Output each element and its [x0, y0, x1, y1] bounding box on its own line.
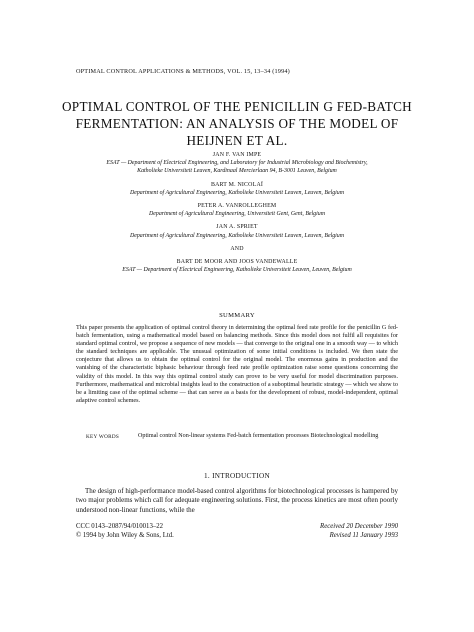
received-date: Received 20 December 1990 — [320, 523, 398, 530]
author-affiliation: Department of Agricultural Engineering, Katholieke Universiteit Leuven, Leuven, Belgium — [129, 232, 345, 239]
title-line-2: FERMENTATION: AN ANALYSIS OF THE MODEL OF — [75, 116, 399, 131]
paper-title — [40, 98, 434, 149]
title-line-1: OPTIMAL CONTROL OF THE PENICILLIN G FED-BATCH — [61, 99, 413, 114]
author-block — [40, 151, 434, 274]
author-name: JAN F. VAN IMPE — [212, 152, 262, 158]
copyright: © 1994 by John Wiley & Sons, Ltd. — [76, 532, 174, 540]
author-name: BART M. NICOLAÏ — [210, 181, 264, 188]
revised-date: Revised 11 January 1993 — [329, 532, 398, 540]
author-name: PETER A. VANROLLEGHEM — [197, 203, 277, 210]
author-affiliation: ESAT — Department of Electrical Engineering, Katholieke Universiteit Leuven, Leuven, Belgium — [122, 267, 352, 274]
introduction-text: The design of high-performance model-based control algorithms for biotechnological processes is hampered by two major problems which call for adequate engineering solutions. First, the process kinetics are most often poorly understood non-linear functions, while the — [76, 487, 398, 514]
and-separator: AND — [230, 245, 244, 252]
author-name: BART DE MOOR AND JOOS VANDEWALLE — [176, 259, 298, 266]
running-head: OPTIMAL CONTROL APPLICATIONS & METHODS, VOL. 15, 13–34 (1994) — [76, 68, 290, 75]
footer — [76, 522, 398, 540]
summary-heading: SUMMARY — [219, 312, 255, 319]
keywords-text: Optimal control Non-linear systems Fed-batch fermentation processes Biotechnological modelling — [138, 433, 379, 439]
ccc-code: CCC 0143–2087/94/010013–22 — [76, 523, 164, 530]
summary-text: This paper presents the application of optimal control theory in determining the optimal feed rate profile for the penicillin G fed-batch fermentation, using a mathematical model based on balancing methods. Since this model does not fulfil all requisites for standard optimal control, we propose a sequence of new models — that converge to the original one in a smooth way — to which the standard techniques are applicable. The unusual optimization of some initial conditions is included. We then state the conjecture that allows us to obtain the optimal control for the original model. The enormous gains in production and the vanishing of the characteristic biphasic behaviour through feed rate profile optimization raise some questions concerning the validity of this model. In this way this optimal control study can prove to be very useful for model discrimination purposes. Furthermore, mathematical and microbial insights lead to the construction of a suboptimal heuristic strategy — which we show to be a limiting case of the optimal scheme — that can serve as a basis for the development of robust, model-independent, optimal adaptive control schemes. — [76, 324, 398, 404]
author-affiliation: ESAT — Department of Electrical Engineering, and Laboratory for Industrial Microbiology and Biochemistry, — [106, 160, 368, 167]
author-affiliation: Department of Agricultural Engineering, Katholieke Universiteit Leuven, Leuven, Belgium — [129, 189, 345, 196]
keywords-label: KEY WORDS — [86, 434, 120, 440]
introduction-heading: 1. INTRODUCTION — [204, 472, 270, 480]
author-affiliation: Katholieke Universiteit Leuven, Kardinaal Mercierlaan 94, B-3001 Leuven, Belgium — [137, 168, 337, 175]
title-line-3: HEIJNEN ET AL. — [186, 133, 288, 148]
author-affiliation: Department of Agricultural Engineering, Universiteit Gent, Gent, Belgium — [149, 211, 325, 218]
author-name: JAN A. SPRIET — [216, 224, 258, 231]
keywords — [86, 432, 406, 441]
